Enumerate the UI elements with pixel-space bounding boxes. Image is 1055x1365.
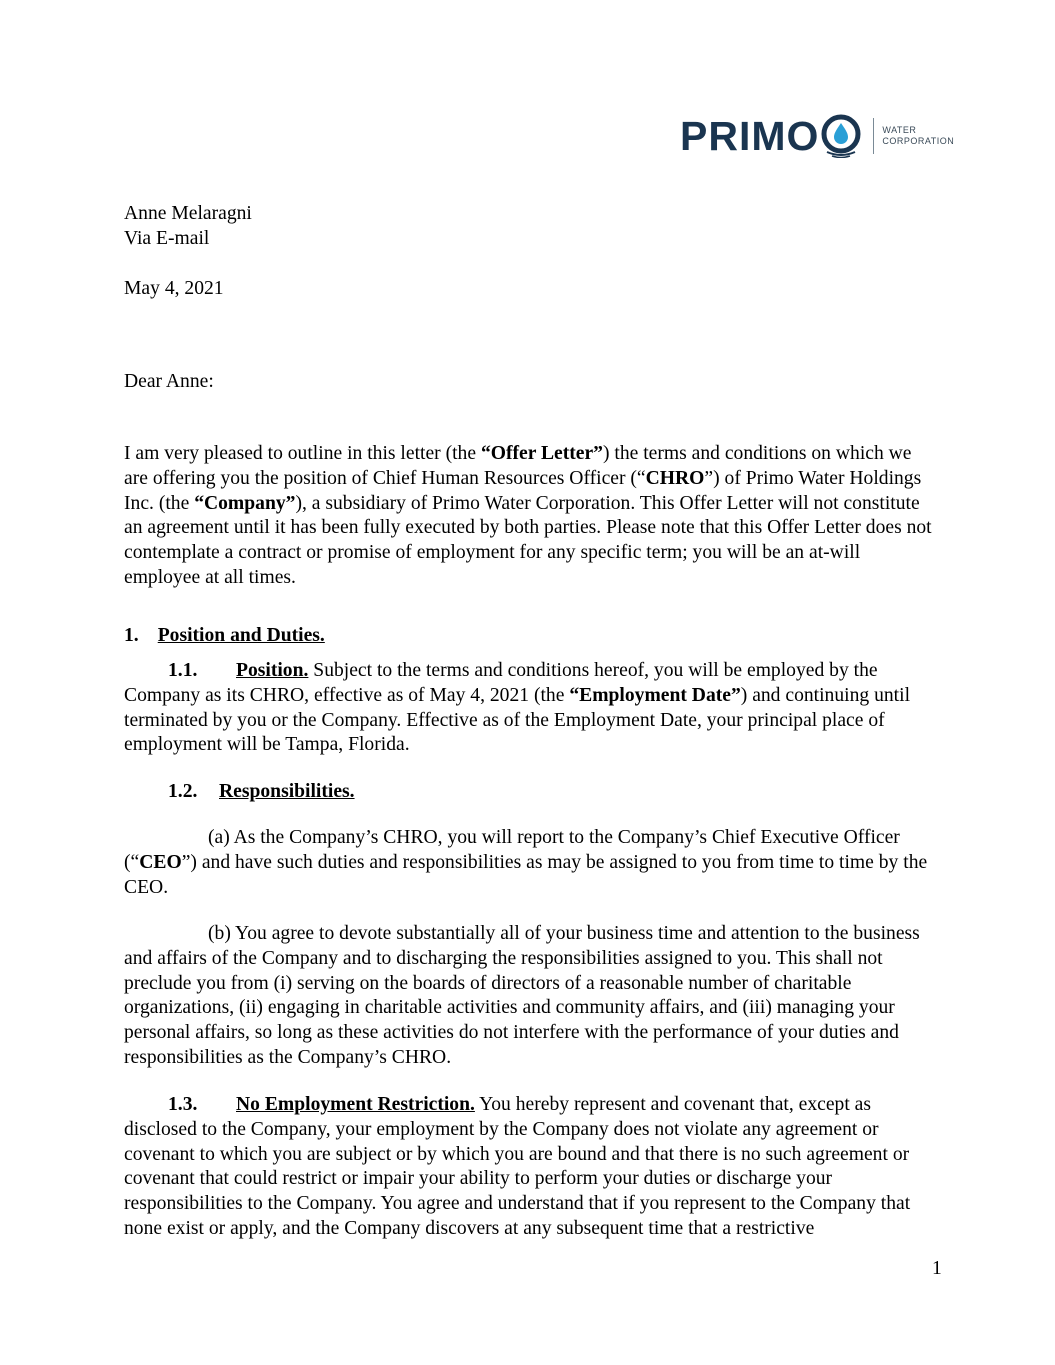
intro-paragraph: I am very pleased to outline in this letter (the “Offer Letter”) the terms and conditions on which we are offering you the position of Chief Human Resources Officer (“CHRO”) of Primo Water Holdings Inc. (the “Company”), a subsidiary of Primo Water Corporation. This Offer Letter will not constitute an agreement until it has been fully executed by both parties. Please note that this Offer Letter does not contemplate a contract or promise of employment for any specific term; you will be an at-will employee at all times. [124, 443, 932, 588]
section-1-title: Position and Duties. [157, 625, 325, 646]
section-1-number: 1. [124, 625, 139, 646]
section-1-3-title: No Employment Restriction. [236, 1094, 475, 1115]
defined-term-ceo: CEO [139, 851, 182, 873]
defined-term-employment-date: “Employment Date” [569, 684, 741, 706]
water-drop-icon [821, 114, 861, 158]
logo-sub-line1: WATER [882, 125, 917, 135]
section-1-3: 1.3. No Employment Restriction. You hereby represent and covenant that, except as disclosed to the Company, your employment by the Company does not violate any agreement or covenant to which you are subject or by which you are bound and that there is no such agreement or covenant that could restrict or impair your ability to perform your duties or discharge your responsibilities to the Company. You agree and understand that if you represent to the Company that none exist or apply, and the Company discovers at any subsequent time that a restrictive [124, 1094, 911, 1239]
delivery-method: Via E-mail [124, 228, 210, 249]
logo-divider [873, 118, 874, 154]
section-1-1: 1.1. Position. Subject to the terms and conditions hereof, you will be employed by the Company as its CHRO, effective as of May 4, 2021 (the “Employment Date”) and continuing until terminated by you or the Company. Effective as of the Employment Date, your principal place of employment will be Tampa, Florida. [124, 660, 911, 756]
section-1-1-number: 1.1. [168, 660, 198, 681]
section-1-3-number: 1.3. [168, 1094, 198, 1115]
section-1-2-b: (b) You agree to devote substantially all of your business time and attention to the business and affairs of the Company and to discharging the responsibilities assigned to you. This shall not preclude you from (i) serving on the boards of directors of a reasonable number of charitable organizations, (ii) engaging in charitable activities and community affairs, and (iii) managing your personal affairs, so long as these activities do not interfere with the performance of your duties and responsibilities as the Company’s CHRO. [124, 923, 920, 1068]
section-1-2-a: (a) As the Company’s CHRO, you will report to the Company’s Chief Executive Officer (“CEO”) and have such duties and responsibilities as may be assigned to you from time to time by the CEO. [124, 827, 928, 898]
section-1-2-title: Responsibilities. [219, 781, 355, 802]
defined-term-company: “Company” [194, 492, 296, 514]
defined-term-chro: CHRO [645, 467, 705, 489]
letter-date: May 4, 2021 [124, 278, 224, 299]
section-1-2-heading [124, 780, 355, 804]
logo-word: PRIMO [680, 112, 820, 159]
recipient-name: Anne Melaragni [124, 203, 252, 224]
salutation: Dear Anne: [124, 371, 214, 392]
section-1-1-title: Position. [236, 660, 309, 681]
section-1-2-number: 1.2. [168, 781, 198, 802]
logo-wordmark [680, 112, 820, 159]
page-number: 1 [932, 1258, 942, 1279]
logo-subtitle [882, 125, 954, 147]
company-logo [680, 114, 954, 158]
section-1-heading [124, 624, 325, 648]
logo-sub-line2: CORPORATION [882, 136, 955, 146]
defined-term-offer-letter: “Offer Letter” [480, 443, 603, 464]
